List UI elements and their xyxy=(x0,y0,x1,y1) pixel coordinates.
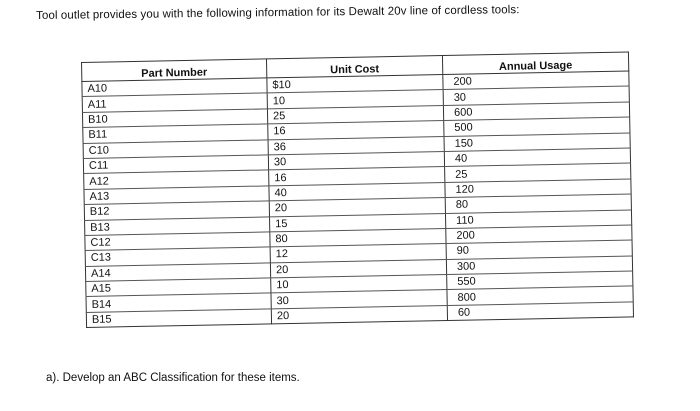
annual-usage-cell: 120 xyxy=(445,179,631,198)
annual-usage-cell: 25 xyxy=(445,163,631,182)
unit-cost-cell: 16 xyxy=(269,167,445,186)
header-unit-cost: Unit Cost xyxy=(266,56,442,78)
part-number-cell: A11 xyxy=(82,93,267,112)
unit-cost-cell: 36 xyxy=(268,136,444,155)
annual-usage-cell: 60 xyxy=(447,302,633,321)
question-text: a). Develop an ABC Classification for these items. xyxy=(46,372,300,384)
unit-cost-cell: $10 xyxy=(267,75,443,94)
unit-cost-cell: 80 xyxy=(270,228,446,247)
annual-usage-cell: 30 xyxy=(443,86,629,105)
part-number-cell: C12 xyxy=(85,232,270,251)
unit-cost-cell: 40 xyxy=(269,182,445,201)
part-number-cell: A15 xyxy=(86,278,271,297)
unit-cost-cell: 16 xyxy=(268,121,444,140)
part-number-cell: B12 xyxy=(84,201,269,220)
part-number-cell: C11 xyxy=(83,155,268,174)
annual-usage-cell: 80 xyxy=(445,194,631,213)
annual-usage-cell: 800 xyxy=(447,286,633,305)
part-number-cell: B13 xyxy=(85,216,270,235)
unit-cost-cell: 30 xyxy=(271,290,447,309)
header-part-number: Part Number xyxy=(82,59,267,82)
table-body xyxy=(82,71,634,328)
part-number-cell: A13 xyxy=(84,186,269,205)
unit-cost-cell: 10 xyxy=(267,90,443,109)
unit-cost-cell: 20 xyxy=(270,259,446,278)
annual-usage-cell: 40 xyxy=(444,148,630,167)
unit-cost-cell: 20 xyxy=(269,198,445,217)
annual-usage-cell: 600 xyxy=(443,102,629,121)
unit-cost-cell: 10 xyxy=(271,275,447,294)
part-number-cell: B15 xyxy=(86,309,271,328)
annual-usage-cell: 500 xyxy=(444,117,630,136)
unit-cost-cell: 12 xyxy=(270,244,446,263)
annual-usage-cell: 150 xyxy=(444,133,630,152)
part-number-cell: B10 xyxy=(82,109,267,128)
annual-usage-cell: 200 xyxy=(446,225,632,244)
unit-cost-cell: 30 xyxy=(268,151,444,170)
tools-table-wrapper xyxy=(81,51,633,328)
part-number-cell: A12 xyxy=(84,170,269,189)
header-annual-usage: Annual Usage xyxy=(442,52,628,75)
part-number-cell: A10 xyxy=(82,78,267,97)
intro-text: Tool outlet provides you with the following information for its Dewalt 20v line of cordless tools: xyxy=(36,4,520,22)
part-number-cell: B11 xyxy=(83,124,268,143)
annual-usage-cell: 90 xyxy=(446,240,632,259)
part-number-cell: C10 xyxy=(83,139,268,158)
annual-usage-cell: 200 xyxy=(443,71,629,90)
part-number-cell: B14 xyxy=(86,293,271,312)
tools-table xyxy=(81,51,634,328)
annual-usage-cell: 300 xyxy=(446,256,632,275)
annual-usage-cell: 110 xyxy=(445,209,631,228)
part-number-cell: C13 xyxy=(85,247,270,266)
unit-cost-cell: 20 xyxy=(271,305,447,324)
unit-cost-cell: 25 xyxy=(267,105,443,124)
annual-usage-cell: 550 xyxy=(447,271,633,290)
unit-cost-cell: 15 xyxy=(269,213,445,232)
part-number-cell: A14 xyxy=(85,263,270,282)
